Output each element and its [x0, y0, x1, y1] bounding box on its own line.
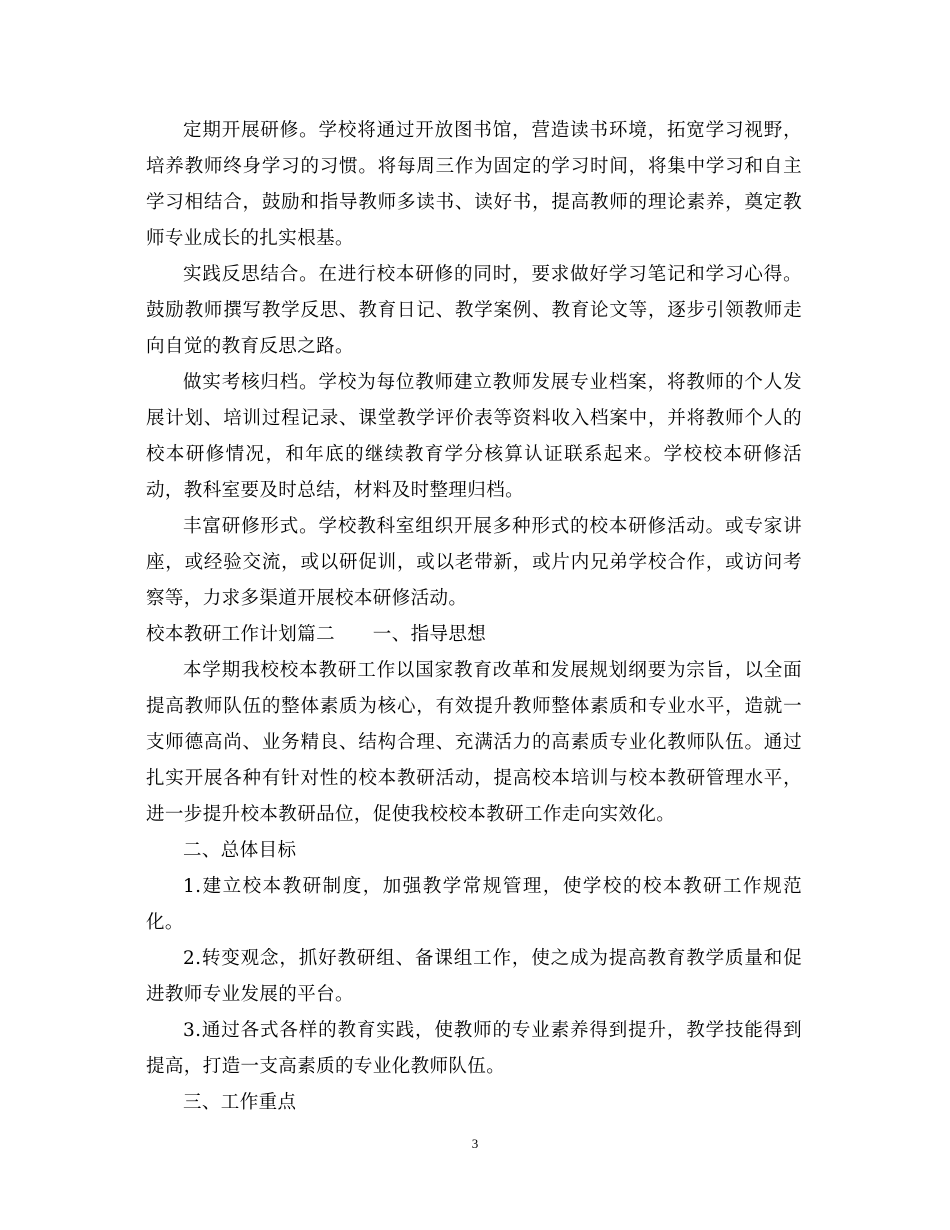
paragraph-assessment-archive: 做实考核归档。学校为每位教师建立教师发展专业档案，将教师的个人发展计划、培训过程记录、课堂教学评价表等资料收入档案中，并将教师个人的校本研修情况，和年底的继续教育学分核算认证联系起来。学校校本研修活动，教科室要及时总结，材料及时整理归档。 [146, 372, 802, 501]
paragraph-practice-reflection: 实践反思结合。在进行校本研修的同时，要求做好学习笔记和学习心得。鼓励教师撰写教学反思、教育日记、教学案例、教育论文等，逐步引领教师走向自觉的教育反思之路。 [146, 264, 802, 357]
subheading-work-focus: 三、工作重点 [183, 1092, 297, 1113]
section-heading-plan-two: 校本教研工作计划篇二 一、指导思想 [146, 624, 487, 645]
document-body [146, 113, 802, 1121]
goal-item-2: 2.转变观念，抓好教研组、备课组工作，使之成为提高教育教学质量和促进教师专业发展的平台。 [146, 948, 802, 1005]
paragraph-enrich-forms: 丰富研修形式。学校教科室组织开展多种形式的校本研修活动。或专家讲座，或经验交流，或以研促训，或以老带新，或片内兄弟学校合作，或访问考察等，力求多渠道开展校本研修活动。 [146, 516, 802, 609]
subheading-overall-goals: 二、总体目标 [183, 840, 297, 861]
goal-item-1: 1.建立校本教研制度，加强教学常规管理，使学校的校本教研工作规范化。 [146, 876, 802, 933]
page-number: 3 [471, 1136, 479, 1151]
paragraph-regular-study: 定期开展研修。学校将通过开放图书馆，营造读书环境，拓宽学习视野，培养教师终身学习的习惯。将每周三作为固定的学习时间，将集中学习和自主学习相结合，鼓励和指导教师多读书、读好书，提高教师的理论素养，奠定教师专业成长的扎实根基。 [146, 120, 802, 249]
goal-item-3: 3.通过各式各样的教育实践，使教师的专业素养得到提升，教学技能得到提高，打造一支高素质的专业化教师队伍。 [146, 1020, 802, 1077]
paragraph-guiding-thought: 本学期我校校本教研工作以国家教育改革和发展规划纲要为宗旨，以全面提高教师队伍的整体素质为核心，有效提升教师整体素质和专业水平，造就一支师德高尚、业务精良、结构合理、充满活力的高素质专业化教师队伍。通过扎实开展各种有针对性的校本教研活动，提高校本培训与校本教研管理水平，进一步提升校本教研品位，促使我校校本教研工作走向实效化。 [146, 660, 802, 825]
